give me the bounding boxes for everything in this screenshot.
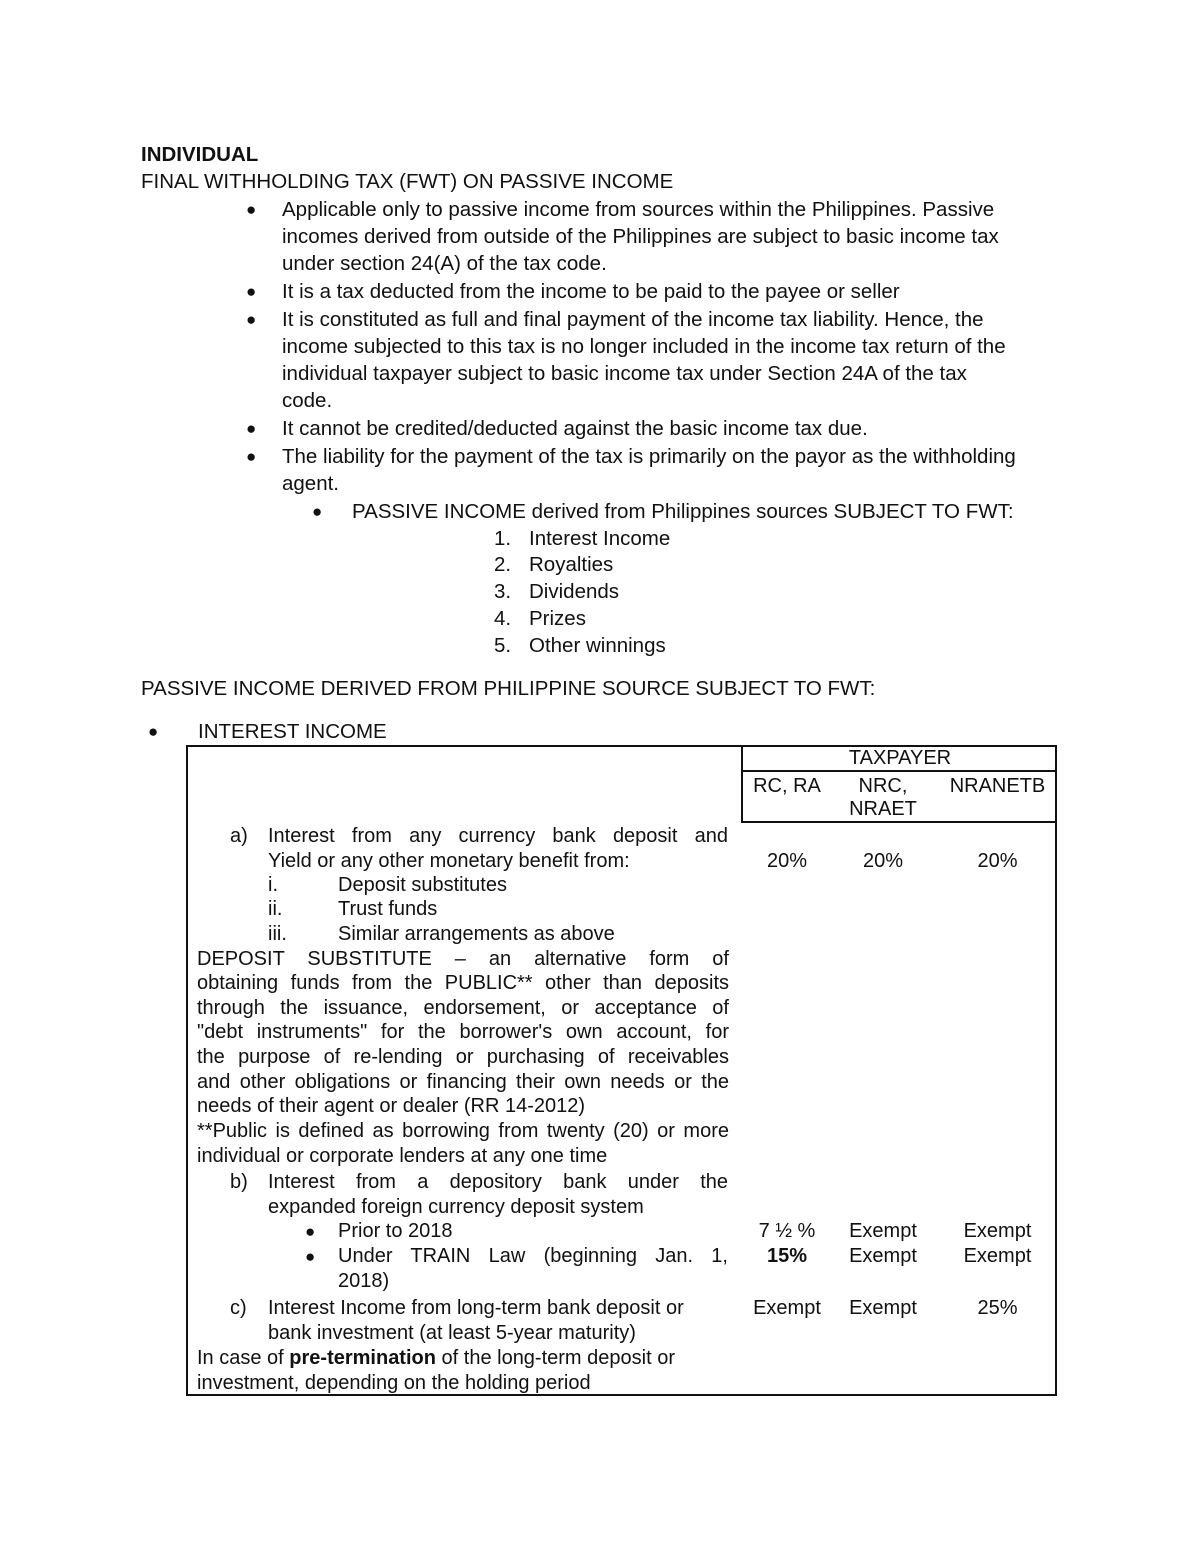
bullet-3-line-1: It is constituted as full and final payment of the income tax liability. Hence, the bbox=[282, 308, 984, 331]
bullet-3-line-4: code. bbox=[282, 389, 333, 412]
rate-nrc-nraet: Exempt bbox=[849, 1245, 917, 1267]
bullet-icon: ● bbox=[246, 310, 257, 329]
pretermination-bold: pre-termination bbox=[289, 1347, 436, 1369]
rate-nranetb: Exempt bbox=[963, 1220, 1032, 1242]
definition-line: **Public is defined as borrowing from twenty (20) or more bbox=[197, 1120, 729, 1142]
bullet-icon: ● bbox=[246, 282, 257, 301]
row-c-label: c) bbox=[230, 1297, 247, 1319]
numbered-item-number: 4. bbox=[494, 607, 512, 630]
row-b-label: b) bbox=[230, 1171, 248, 1193]
bullet-icon: ● bbox=[246, 200, 257, 219]
definition-line: needs of their agent or dealer (RR 14-2012) bbox=[197, 1095, 586, 1117]
row-c-line-1: Interest Income from long-term bank deposit or bbox=[268, 1297, 684, 1319]
row-c-line-2: bank investment (at least 5-year maturity) bbox=[268, 1322, 636, 1344]
rate-rc-ra: 7 ½ % bbox=[758, 1220, 816, 1242]
definition-line: individual or corporate lenders at any one time bbox=[197, 1145, 608, 1167]
definition-line: obtaining funds from the PUBLIC** other than deposits bbox=[197, 972, 729, 994]
numbered-item-text: Interest Income bbox=[529, 527, 671, 550]
bullet-1-line-1: Applicable only to passive income from sources within the Philippines. Passive bbox=[282, 198, 995, 221]
numbered-item-text: Royalties bbox=[529, 553, 614, 576]
definition-line: and other obligations or financing their own needs or the bbox=[197, 1071, 729, 1093]
taxpayer-header: TAXPAYER bbox=[848, 747, 952, 769]
bullet-5-line-2: agent. bbox=[282, 472, 339, 495]
row-b-train-line-1: Under TRAIN Law (beginning Jan. 1, bbox=[338, 1245, 728, 1267]
row-a-item-number: iii. bbox=[268, 923, 287, 945]
bullet-icon: ● bbox=[305, 1247, 316, 1266]
rate-nrc-nraet: 20% bbox=[862, 850, 904, 872]
row-a-label: a) bbox=[230, 825, 248, 847]
row-b-prior-label: Prior to 2018 bbox=[338, 1220, 453, 1242]
row-a-item-number: ii. bbox=[268, 898, 283, 920]
row-b-line-2: expanded foreign currency deposit system bbox=[268, 1196, 644, 1218]
bullet-icon: ● bbox=[246, 447, 257, 466]
pretermination-line-2: investment, depending on the holding period bbox=[197, 1372, 591, 1394]
row-a-line-1: Interest from any currency bank deposit and bbox=[268, 825, 728, 847]
definition-line: "debt instruments" for the borrower's own account, for bbox=[197, 1021, 729, 1043]
row-a-item-text: Trust funds bbox=[338, 898, 438, 920]
row-a-item-number: i. bbox=[268, 874, 278, 896]
rate-nranetb: 20% bbox=[977, 850, 1018, 872]
pretermination-line-1 bbox=[197, 1346, 675, 1371]
numbered-item-number: 1. bbox=[494, 527, 512, 550]
bullet-icon: ● bbox=[148, 722, 159, 741]
bullet-4-line-1: It cannot be credited/deducted against the basic income tax due. bbox=[282, 417, 868, 440]
bullet-1-line-3: under section 24(A) of the tax code. bbox=[282, 252, 607, 275]
rate-rc-ra: 15% bbox=[766, 1245, 808, 1267]
numbered-item-number: 2. bbox=[494, 553, 512, 576]
column-header-rc-ra: RC, RA bbox=[753, 775, 821, 797]
numbered-item-text: Prizes bbox=[529, 607, 586, 630]
pretermination-post: of the long-term deposit or bbox=[435, 1347, 675, 1369]
definition-line: through the issuance, endorsement, or acceptance of bbox=[197, 997, 729, 1019]
interest-income-label: INTEREST INCOME bbox=[198, 720, 387, 743]
row-a-item-text: Deposit substitutes bbox=[338, 874, 507, 896]
bullet-1-line-2: incomes derived from outside of the Philippines are subject to basic income tax bbox=[282, 225, 999, 248]
numbered-item-number: 5. bbox=[494, 634, 512, 657]
bullet-3-line-3: individual taxpayer subject to basic income tax under Section 24A of the tax bbox=[282, 362, 967, 385]
column-header-nraet: NRAET bbox=[849, 798, 917, 820]
bullet-2-line-1: It is a tax deducted from the income to be paid to the payee or seller bbox=[282, 280, 900, 303]
bullet-5-line-1: The liability for the payment of the tax is primarily on the payor as the withholding bbox=[282, 445, 1016, 468]
row-a-item-text: Similar arrangements as above bbox=[338, 923, 615, 945]
page-heading: INDIVIDUAL bbox=[141, 143, 259, 166]
pretermination-pre: In case of bbox=[197, 1347, 290, 1369]
row-a-line-2: Yield or any other monetary benefit from: bbox=[268, 850, 630, 872]
row-b-train-line-2: 2018) bbox=[338, 1270, 390, 1292]
numbered-item-number: 3. bbox=[494, 580, 512, 603]
section-title: PASSIVE INCOME DERIVED FROM PHILIPPINE SOURCE SUBJECT TO FWT: bbox=[141, 677, 876, 700]
column-header-nranetb: NRANETB bbox=[949, 775, 1046, 797]
rate-nrc-nraet: Exempt bbox=[849, 1220, 917, 1242]
page-subheading: FINAL WITHHOLDING TAX (FWT) ON PASSIVE INCOME bbox=[141, 170, 674, 193]
definition-line: DEPOSIT SUBSTITUTE – an alternative form of bbox=[197, 948, 729, 970]
numbered-item-text: Dividends bbox=[529, 580, 620, 603]
sub-bullet-text: PASSIVE INCOME derived from Philippines sources SUBJECT TO FWT: bbox=[352, 500, 1014, 523]
column-header-nrc: NRC, bbox=[858, 775, 908, 797]
numbered-item-text: Other winnings bbox=[529, 634, 666, 657]
rate-rc-ra: 20% bbox=[766, 850, 808, 872]
bullet-3-line-2: income subjected to this tax is no longer included in the income tax return of the bbox=[282, 335, 1006, 358]
bullet-icon: ● bbox=[246, 419, 257, 438]
rate-nranetb: Exempt bbox=[963, 1245, 1032, 1267]
bullet-icon: ● bbox=[305, 1222, 316, 1241]
bullet-icon: ● bbox=[312, 502, 323, 521]
definition-line: the purpose of re-lending or purchasing of receivables bbox=[197, 1046, 729, 1068]
rate-nrc-nraet: Exempt bbox=[849, 1297, 917, 1319]
rate-rc-ra: Exempt bbox=[753, 1297, 821, 1319]
rate-nranetb: 25% bbox=[977, 1297, 1018, 1319]
row-b-line-1: Interest from a depository bank under the bbox=[268, 1171, 728, 1193]
